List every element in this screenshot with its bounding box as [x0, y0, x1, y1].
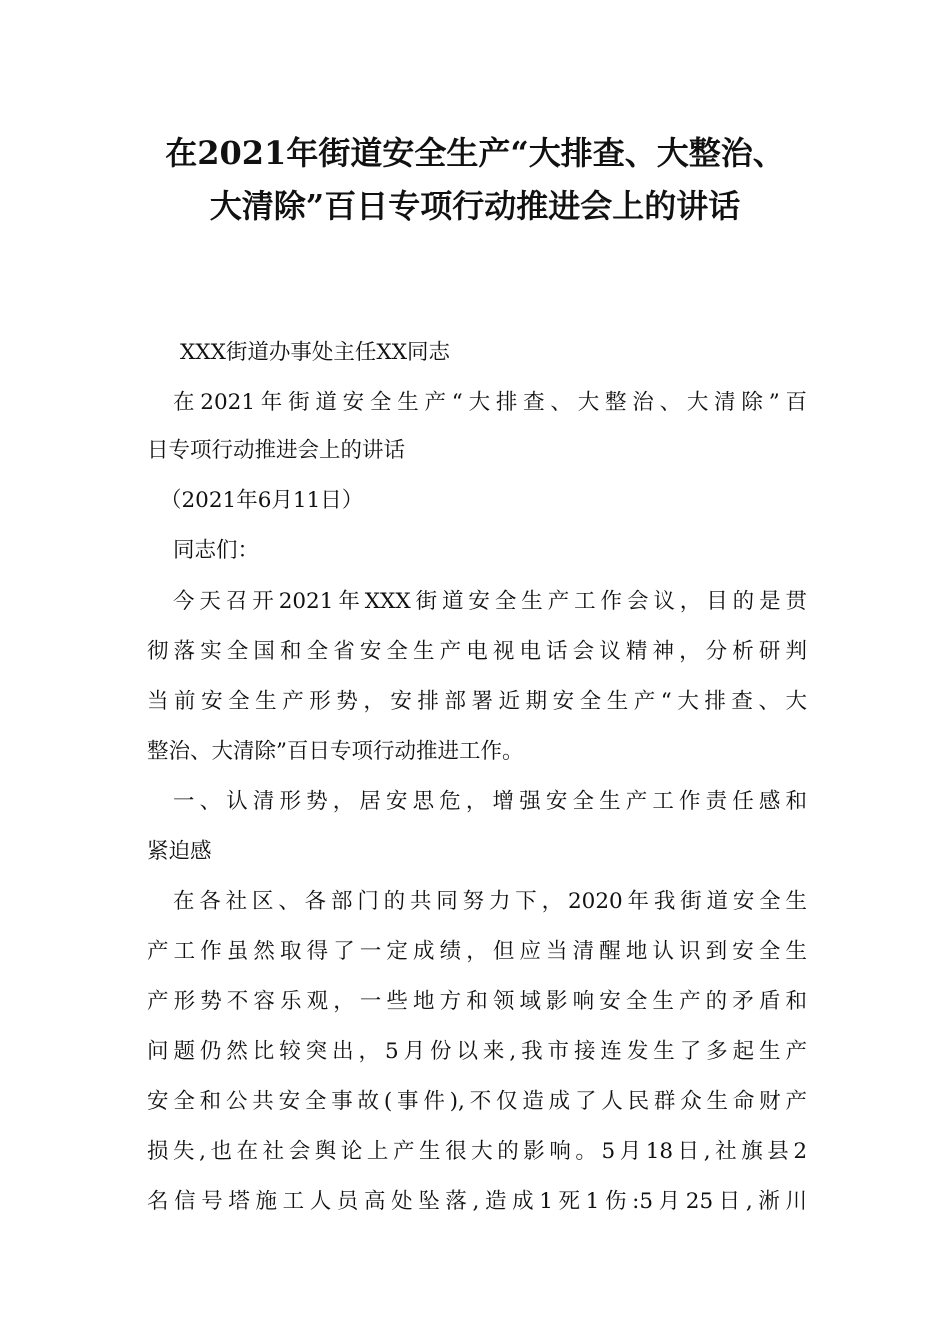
paragraph-line: 名信号塔施工人员高处坠落,造成1死1伤:5月25日,淅川 [147, 1189, 807, 1214]
document-title-line-2: 大清除”百日专项行动推进会上的讲话 [209, 187, 741, 225]
paragraph-line: 在各社区、各部门的共同努力下，2020年我街道安全生 [173, 889, 807, 914]
author-line: XXX街道办事处主任XX同志 [180, 340, 451, 365]
salutation: 同志们： [173, 538, 260, 563]
speech-title-line-1: 在2021年街道安全生产“大排查、大整治、大清除”百 [173, 390, 807, 415]
section-heading-line-2: 紧迫感 [147, 839, 212, 864]
paragraph-line: 损失,也在社会舆论上产生很大的影响。5月18日,社旗县2 [147, 1139, 807, 1164]
paragraph-line: 问题仍然比较突出，5月份以来,我市接连发生了多起生产 [147, 1039, 807, 1064]
speech-title-line-2: 日专项行动推进会上的讲话 [147, 438, 406, 463]
speech-date: （2021年6月11日） [160, 488, 364, 513]
paragraph-line: 整治、大清除”百日专项行动推进工作。 [147, 739, 524, 764]
paragraph-line: 彻落实全国和全省安全生产电视电话会议精神，分析研判 [147, 639, 807, 664]
paragraph-line: 安全和公共安全事故(事件),不仅造成了人民群众生命财产 [147, 1089, 807, 1114]
paragraph-line: 今天召开2021年XXX街道安全生产工作会议，目的是贯 [173, 589, 807, 614]
document-title-line-1: 在2021年街道安全生产“大排查、大整治、 [165, 134, 785, 172]
paragraph-line: 当前安全生产形势，安排部署近期安全生产“大排查、大 [147, 689, 807, 714]
paragraph-line: 产形势不容乐观，一些地方和领域影响安全生产的矛盾和 [147, 989, 807, 1014]
paragraph-line: 产工作虽然取得了一定成绩，但应当清醒地认识到安全生 [147, 939, 807, 964]
section-heading-line-1: 一、认清形势，居安思危，增强安全生产工作责任感和 [173, 789, 807, 814]
